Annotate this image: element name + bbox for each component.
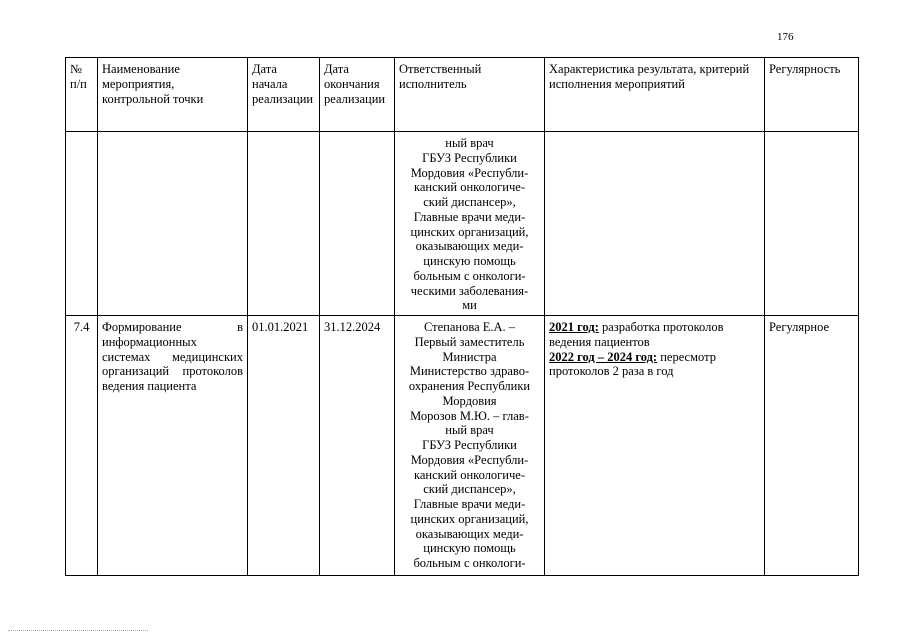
table-header-row xyxy=(66,58,859,132)
header-result: Характеристика результата, критерий исполнения мероприятий xyxy=(545,58,765,132)
cell-regularity xyxy=(765,132,859,316)
activities-table xyxy=(65,57,859,576)
cell-executor xyxy=(395,132,545,316)
cell-start-date: 01.01.2021 xyxy=(248,316,320,576)
cell-end-date xyxy=(320,132,395,316)
executor-text: Степанова Е.А. – Первый заместитель Министра Министерство здраво- охранения Республики Мордовия Морозов М.Ю. – глав- ный врач ГБУЗ Республики Мордовия «Республи- канский онкологиче- ский диспансер», Главные врачи меди- цинских организаций, оказывающих меди- цинскую помощь больным с онкологи- xyxy=(408,320,531,570)
result-year-2022-2024: 2022 год – 2024 год: xyxy=(549,349,658,364)
header-executor: Ответственный исполнитель xyxy=(395,58,545,132)
result-text-2021: разработка протоколов ведения пациентов xyxy=(549,320,724,349)
header-start-date: Дата начала реализации xyxy=(248,58,320,132)
header-end-date: Дата окончания реализации xyxy=(320,58,395,132)
scan-artifact xyxy=(8,625,148,631)
cell-regularity: Регулярное xyxy=(765,316,859,576)
cell-end-date: 31.12.2024 xyxy=(320,316,395,576)
cell-result xyxy=(545,132,765,316)
table-row-continuation xyxy=(66,132,859,316)
cell-number: 7.4 xyxy=(66,316,98,576)
cell-executor xyxy=(395,316,545,576)
cell-name: Формирование в информационных системах медицинских организаций протоколов ведения пациента xyxy=(98,316,248,576)
header-name: Наименование мероприятия, контрольной точки xyxy=(98,58,248,132)
result-year-2021: 2021 год: xyxy=(549,320,599,334)
header-number: № п/п xyxy=(66,58,98,132)
executor-text: ный врач ГБУЗ Республики Мордовия «Республи- канский онкологиче- ский диспансер», Главные врачи меди- цинских организаций, оказывающих меди- цинскую помощь больным с онкологи- ческими заболевания- ми xyxy=(410,136,529,313)
cell-number xyxy=(66,132,98,316)
cell-result xyxy=(545,316,765,576)
table-row-7-4 xyxy=(66,316,859,576)
result-line-1 xyxy=(549,320,760,350)
cell-name xyxy=(98,132,248,316)
page-number: 176 xyxy=(777,31,794,43)
result-text-2022-2024: пересмотр протоколов 2 раза в год xyxy=(549,349,716,379)
header-regularity: Регулярность xyxy=(765,58,859,132)
cell-start-date xyxy=(248,132,320,316)
result-line-2 xyxy=(549,350,760,380)
